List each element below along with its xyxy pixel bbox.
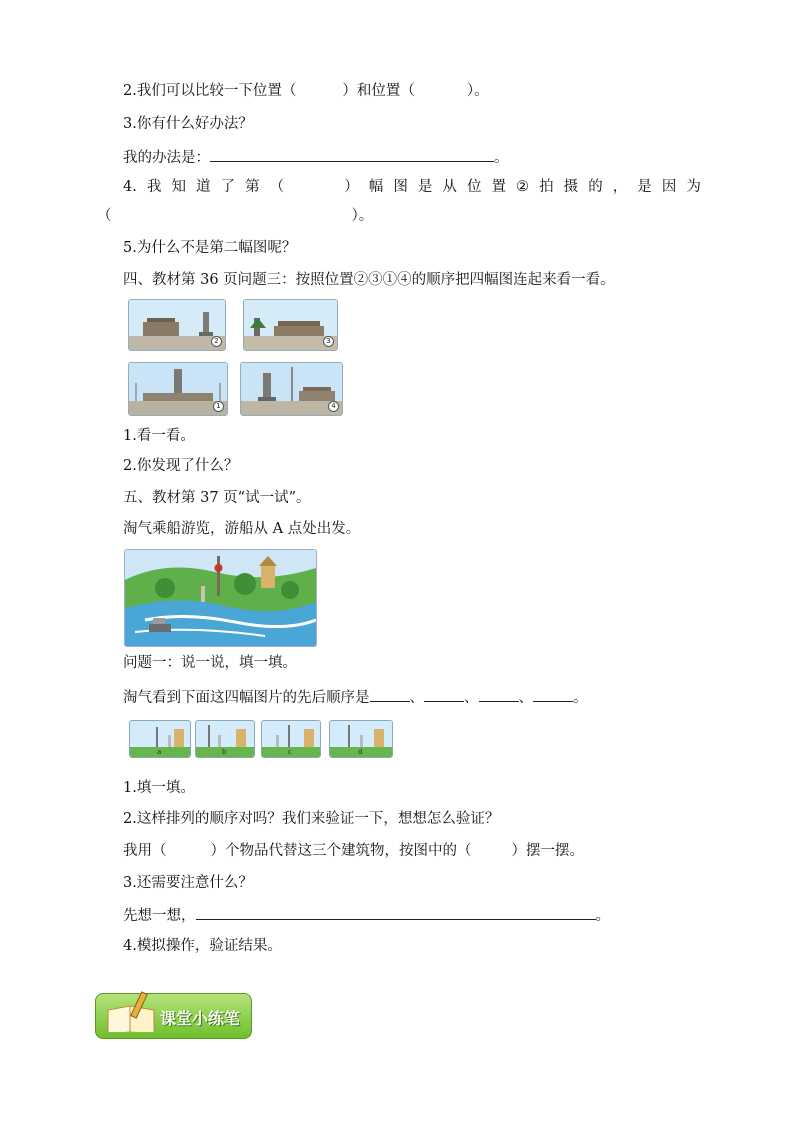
small-picture-b: b (195, 720, 255, 758)
section-5-question-1: 1.填一填。 (123, 780, 195, 796)
square-photo-image (241, 363, 342, 415)
think-blank[interactable] (196, 904, 596, 920)
boat-intro: 淘气乘船游览，游船从 A 点处出发。 (123, 521, 361, 537)
photo-position-1: 1 (128, 362, 228, 416)
section-4-question-2: 2.你发现了什么？ (123, 458, 239, 474)
use-line: 我用（ ）个物品代替这三个建筑物，按图中的（ ）摆一摆。 (123, 843, 584, 859)
photo-position-3: 3 (243, 299, 338, 351)
problem-1: 问题一：说一说，填一填。 (123, 655, 297, 671)
method-line: 我的办法是： 。 (123, 146, 509, 168)
section-5-heading: 五、教材第 37 页“试一试”。 (123, 490, 311, 506)
question-4: 4. 我 知 道 了 第 （ ） 幅 图 是 从 位 置 ② 拍 摄 的 ， 是 因 为 (123, 179, 701, 195)
section-5-question-2: 2.这样排列的顺序对吗？我们来验证一下，想想怎么验证？ (123, 811, 500, 827)
order-blank-2[interactable] (424, 686, 464, 702)
question-3: 3.你有什么好办法？ (123, 116, 253, 132)
practice-tag: 课堂小练笔 (95, 993, 252, 1039)
section-5-question-3: 3.还需要注意什么？ (123, 875, 253, 891)
question-2: 2.我们可以比较一下位置（ ）和位置（ ）。 (123, 83, 489, 99)
small-picture-a: a (129, 720, 191, 758)
section-4-heading: 四、教材第 36 页问题三：按照位置②③①④的顺序把四幅图连起来看一看。 (123, 272, 615, 288)
think-line: 先想一想， 。 (123, 904, 610, 926)
lake-map-image (125, 550, 316, 646)
method-blank[interactable] (210, 146, 494, 162)
order-blank-1[interactable] (370, 686, 410, 702)
order-line: 淘气看到下面这四幅图片的先后顺序是 、 、 、 。 (123, 686, 588, 708)
small-picture-d: d (329, 720, 393, 758)
order-blank-3[interactable] (479, 686, 519, 702)
question-4-reason: （ ）。 (97, 208, 374, 224)
lake-illustration (124, 549, 317, 647)
section-5-question-4: 4.模拟操作，验证结果。 (123, 938, 282, 954)
section-4-question-1: 1.看一看。 (123, 428, 195, 444)
question-5: 5.为什么不是第二幅图呢？ (123, 240, 297, 256)
photo-position-2: 2 (128, 299, 226, 351)
small-picture-c: c (261, 720, 321, 758)
order-blank-4[interactable] (533, 686, 573, 702)
photo-position-4: 4 (240, 362, 343, 416)
